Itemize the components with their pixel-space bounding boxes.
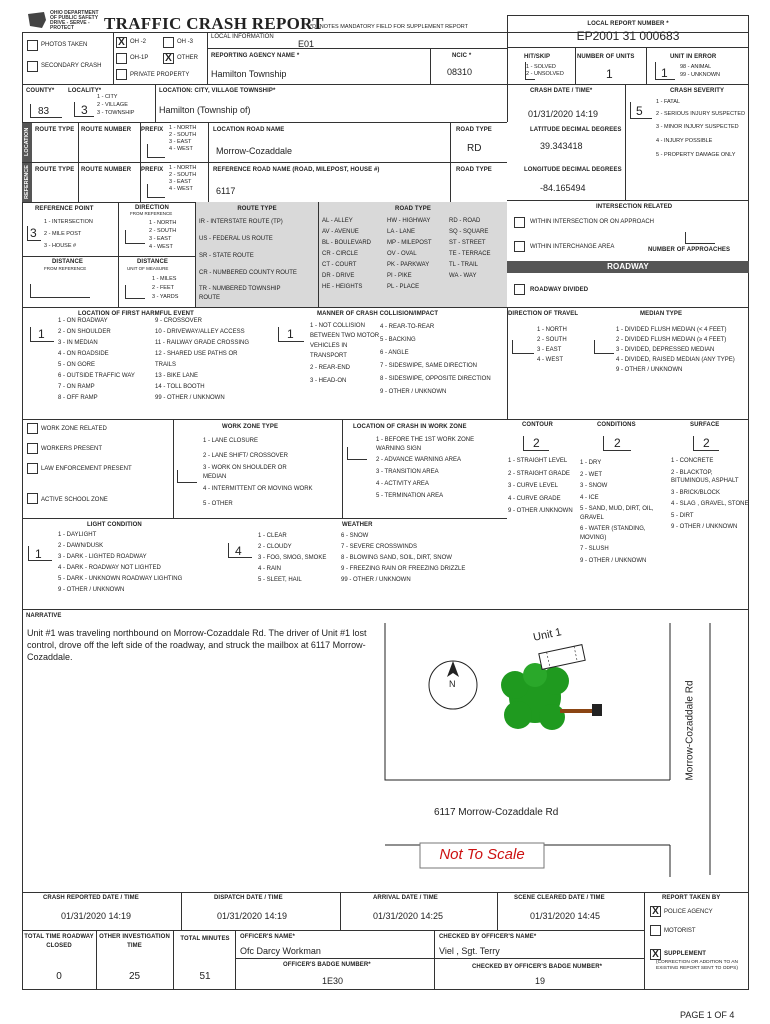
roadway-divided-checkbox[interactable]: [514, 284, 525, 295]
dir-travel-opt-2: 2 - SOUTH: [537, 337, 567, 343]
harmful-opt-13: 13 - BIKE LANE: [155, 373, 199, 379]
road-type-dr: DR - DRIVE: [322, 273, 355, 279]
contour-opt-4: 4 - CURVE GRADE: [508, 495, 561, 502]
road-type-mp: MP - MILEPOST: [387, 240, 432, 246]
surface-opt-4: 4 - SLAG , GRAVEL, STONE: [671, 501, 749, 507]
unit-in-error-label: UNIT IN ERROR: [670, 54, 717, 60]
harmful-opt-3: 3 - IN MEDIAN: [58, 340, 98, 346]
route-type-table: ROUTE TYPE IR - INTERSTATE ROUTE (TP) US - FEDERAL US ROUTE SR - STATE ROUTE CR - NUMBERED COUNTY ROUTE TR - NUMBERED TOWNSHIP ROUTE: [195, 202, 318, 307]
secondary-crash-label: SECONDARY CRASH: [41, 63, 102, 69]
surface-label: SURFACE: [690, 422, 720, 428]
other-time-value: 25: [128, 971, 141, 982]
location-label: LOCATION: CITY, VILLAGE TOWNSHIP*: [159, 88, 276, 94]
light-opt-2: 2 - DAWN/DUSK: [58, 543, 104, 549]
ref-road-type-label: ROAD TYPE: [456, 167, 492, 173]
route-number-label: ROUTE NUMBER: [81, 127, 132, 133]
surface-opt-1: 1 - CONCRETE: [671, 458, 714, 464]
light-opt-4: 4 - DARK - ROADWAY NOT LIGHTED: [58, 565, 161, 571]
harmful-opt-12: 12 - SHARED USE PATHS OR TRAILS: [155, 351, 238, 368]
median-opt-4: 4 - DIVIDED, RAISED MEDIAN (ANY TYPE): [616, 357, 735, 363]
unit-in-error-value: 1: [661, 66, 668, 80]
logo-line-2: OF PUBLIC SAFETY: [50, 15, 99, 21]
within-interchange-label: WITHIN INTERCHANGE AREA: [530, 244, 615, 250]
conditions-opt-6: 6 - WATER (STANDING, MOVING): [580, 526, 646, 541]
wz-loc-opt-2: 2 - ADVANCE WARNING AREA: [376, 457, 462, 463]
severity-opt-5: 5 - PROPERTY DAMAGE ONLY: [656, 152, 736, 158]
diagram-road-vertical: Morrow-Cozaddale Rd: [684, 680, 696, 781]
conditions-opt-2: 2 - WET: [580, 471, 602, 478]
locality-value: 3: [81, 103, 88, 117]
hit-skip-opt-1: 1 - SOLVED: [526, 64, 556, 70]
number-of-units-value: 1: [606, 67, 613, 81]
contour-opt-2: 2 - STRAIGHT GRADE: [508, 470, 570, 477]
locality-opt-1: 1 - CITY: [97, 94, 118, 100]
road-type-pi: PI - PIKE: [387, 273, 412, 279]
ref-point-value: 3: [30, 226, 37, 240]
law-enforcement-label: LAW ENFORCEMENT PRESENT: [41, 466, 132, 472]
harmful-opt-5: 5 - ON GORE: [58, 362, 96, 368]
school-zone-checkbox[interactable]: [27, 493, 38, 504]
prefix-opt-4: 4 - WEST: [169, 146, 193, 152]
oh1p-checkbox[interactable]: [116, 53, 127, 64]
road-name-value: Morrow-Cozaddale: [216, 146, 293, 156]
severity-opt-3: 3 - MINOR INJURY SUSPECTED: [656, 124, 739, 130]
manner-opt-7: 7 - SIDESWIPE, SAME DIRECTION: [380, 363, 478, 369]
locality-opt-3: 3 - TOWNSHIP: [97, 110, 135, 116]
badge-label: OFFICER'S BADGE NUMBER*: [283, 962, 371, 968]
road-type-table: ROAD TYPE AL - ALLEY AV - AVENUE BL - BOULEVARD CR - CIRCLE CT - COURT DR - DRIVE HE - HEIGHTS HW - HIGHWAY LA - LANE MP - MILEPOST OV - OVAL PK - PARKWAY PI - PIKE PL - PLACE RD - ROAD SQ - SQUARE ST - STREET TE - TERRACE TL - TRAIL WA - WAY: [318, 202, 507, 307]
dir-travel-opt-1: 1 - NORTH: [537, 327, 567, 333]
diagram-road-horizontal: 6117 Morrow-Cozaddale Rd: [434, 807, 559, 818]
motorist-label: MOTORIST: [664, 928, 696, 934]
location-value: Hamilton (Township of): [159, 105, 251, 115]
hit-skip-label: HIT/SKIP: [524, 54, 551, 60]
contour-opt-9: 9 - OTHER /UNKNOWN: [508, 508, 573, 514]
checked-by-value: Viel , Sgt. Terry: [439, 946, 500, 956]
total-time-label: TOTAL TIME ROADWAY CLOSED: [24, 934, 94, 949]
contour-opt-1: 1 - STRAIGHT LEVEL: [508, 458, 568, 464]
logo-line-3: DRIVE - SERVE - PROTECT: [50, 20, 90, 31]
harmful-opt-6: 6 - OUTSIDE TRAFFIC WAY: [58, 373, 135, 379]
private-property-label: PRIVATE PROPERTY: [130, 72, 190, 78]
number-of-approaches-label: NUMBER OF APPROACHES: [648, 247, 731, 253]
light-opt-1: 1 - DAYLIGHT: [58, 532, 97, 538]
private-property-checkbox[interactable]: [116, 69, 127, 80]
weather-opt-7: 7 - SEVERE CROSSWINDS: [341, 544, 418, 550]
severity-opt-2: 2 - SERIOUS INJURY SUSPECTED: [656, 111, 746, 117]
wz-location-label: LOCATION OF CRASH IN WORK ZONE: [353, 424, 467, 430]
unit-err-98: 98 - ANIMAL: [680, 64, 712, 70]
mandatory-note: *DENOTES MANDATORY FIELD FOR SUPPLEMENT REPORT: [310, 24, 469, 30]
ohio-seal-icon: [26, 10, 48, 30]
crash-date-value: 01/31/2020 14:19: [528, 109, 599, 119]
harmful-opt-2: 2 - ON SHOULDER: [58, 329, 111, 335]
manner-opt-3: 3 - HEAD-ON: [310, 378, 347, 384]
wz-loc-opt-4: 4 - ACTIVITY AREA: [376, 481, 429, 487]
road-type-cr: CR - CIRCLE: [322, 251, 359, 257]
conditions-label: CONDITIONS: [597, 422, 636, 428]
mailbox-icon: [592, 704, 602, 716]
route-type-label: ROUTE TYPE: [35, 127, 75, 133]
reference-sidebar: REFERENCE: [22, 162, 32, 202]
supplement-checkbox[interactable]: X: [650, 949, 661, 960]
conditions-opt-9: 9 - OTHER / UNKNOWN: [580, 557, 647, 564]
manner-opt-5: 5 - BACKING: [380, 337, 416, 343]
page-number: PAGE 1 OF 4: [680, 1010, 735, 1020]
cleared-label: SCENE CLEARED DATE / TIME: [514, 895, 605, 901]
road-type-pk: PK - PARKWAY: [387, 262, 430, 268]
ref-road-name-label: REFERENCE ROAD NAME (ROAD, MILEPOST, HOUSE #): [213, 167, 380, 173]
harmful-opt-10: 10 - DRIVEWAY/ALLEY ACCESS: [155, 329, 245, 335]
harmful-opt-11: 11 - RAILWAY GRADE CROSSING: [155, 340, 250, 346]
distance-opt-3: 3 - YARDS: [152, 294, 179, 300]
weather-opt-5: 5 - SLEET, HAIL: [258, 577, 302, 583]
ref-point-opt-3: 3 - HOUSE #: [44, 243, 77, 249]
not-to-scale-label: Not To Scale: [439, 846, 525, 863]
road-type-wa: WA - WAY: [449, 273, 477, 279]
manner-opt-4: 4 - REAR-TO-REAR: [380, 324, 435, 330]
arrival-value: 01/31/2020 14:25: [373, 911, 444, 921]
location-sidebar: LOCATION: [22, 122, 32, 162]
harmful-opt-1: 1 - ON ROADWAY: [58, 318, 108, 324]
surface-value: 2: [703, 436, 710, 450]
vehicle-icon: [539, 645, 585, 670]
secondary-crash-checkbox[interactable]: [27, 61, 38, 72]
light-opt-3: 3 - DARK - LIGHTED ROADWAY: [58, 554, 147, 560]
harmful-event-label: LOCATION OF FIRST HARMFUL EVENT: [78, 311, 194, 317]
harmful-opt-14: 14 - TOLL BOOTH: [155, 384, 205, 390]
direction-opt-3: 3 - EAST: [149, 236, 172, 242]
oh2-label: OH -2: [130, 39, 147, 45]
weather-opt-99: 99 - OTHER / UNKNOWN: [341, 577, 411, 583]
reporting-agency-label: REPORTING AGENCY NAME *: [211, 53, 300, 59]
road-type-rd: RD - ROAD: [449, 218, 481, 224]
prefix-label: PREFIX: [141, 127, 164, 133]
local-report-label: LOCAL REPORT NUMBER *: [587, 21, 669, 27]
other-label: OTHER: [177, 55, 198, 61]
within-intersection-label: WITHIN INTERSECTION OR ON APPROACH: [530, 219, 655, 225]
road-type-label: ROAD TYPE: [456, 127, 492, 133]
oh3-label: OH -3: [177, 39, 194, 45]
arrival-label: ARRIVAL DATE / TIME: [373, 895, 438, 901]
direction-opt-4: 4 - WEST: [149, 244, 173, 250]
surface-opt-3: 3 - BRICK/BLOCK: [671, 489, 721, 496]
light-condition-value: 1: [35, 547, 42, 561]
within-intersection-checkbox[interactable]: [514, 217, 525, 228]
diagram-north-label: N: [449, 679, 456, 689]
total-minutes-label: TOTAL MINUTES: [180, 936, 230, 942]
prefix-opt-3: 3 - EAST: [169, 139, 192, 145]
median-type-label: MEDIAN TYPE: [640, 311, 683, 317]
road-type-av: AV - AVENUE: [322, 229, 359, 235]
ref-prefix-opt-3: 3 - EAST: [169, 179, 192, 185]
manner-opt-6: 6 - ANGLE: [380, 350, 409, 356]
conditions-value: 2: [614, 436, 621, 450]
workers-present-label: WORKERS PRESENT: [41, 446, 103, 452]
officer-name-value: Ofc Darcy Workman: [240, 946, 321, 956]
agency-logo: [26, 10, 104, 32]
photos-taken-checkbox[interactable]: [27, 40, 38, 51]
page-title: TRAFFIC CRASH REPORT: [104, 14, 324, 33]
direction-opt-2: 2 - SOUTH: [149, 228, 177, 234]
motorist-checkbox[interactable]: [650, 925, 661, 936]
harmful-event-value: 1: [38, 327, 45, 341]
distance-sub: FROM REFERENCE: [44, 266, 87, 271]
dispatch-value: 01/31/2020 14:19: [217, 911, 288, 921]
ref-prefix-opt-4: 4 - WEST: [169, 186, 193, 192]
road-type-la: LA - LANE: [387, 229, 416, 235]
harmful-opt-4: 4 - ON ROADSIDE: [58, 351, 109, 357]
weather-opt-3: 3 - FOG, SMOG, SMOKE: [258, 555, 327, 561]
road-type-ov: OV - OVAL: [387, 251, 417, 257]
badge-value: 1E30: [322, 976, 344, 986]
conditions-opt-1: 1 - DRY: [580, 460, 602, 466]
work-zone-type-label: WORK ZONE TYPE: [222, 424, 279, 430]
manner-opt-8: 8 - SIDESWIPE, OPPOSITE DIRECTION: [380, 376, 491, 382]
county-value: 83: [38, 106, 50, 117]
total-minutes-value: 51: [199, 971, 211, 982]
weather-opt-9: 9 - FREEZING RAIN OR FREEZING DRIZZLE: [341, 566, 466, 572]
roadway-divided-label: ROADWAY DIVIDED: [530, 287, 589, 293]
local-information-value: E01: [298, 39, 315, 49]
cleared-value: 01/31/2020 14:45: [530, 911, 601, 921]
manner-opt-1: 1 - NOT COLLISION BETWEEN TWO MOTOR VEHICLES IN TRANSPORT: [310, 323, 380, 359]
oh2-checkbox[interactable]: X: [116, 37, 127, 48]
road-type-bl: BL - BOULEVARD: [322, 240, 372, 246]
severity-opt-4: 4 - INJURY POSSIBLE: [656, 138, 713, 144]
surface-opt-2: 2 - BLACKTOP, BITUMINOUS, ASPHALT: [671, 469, 739, 484]
road-type-he: HE - HEIGHTS: [322, 284, 363, 290]
harmful-opt-8: 8 - OFF RAMP: [58, 395, 98, 401]
crash-severity-value: 5: [636, 104, 643, 118]
ref-point-label: REFERENCE POINT: [35, 206, 94, 212]
police-agency-label: POLICE AGENCY: [664, 909, 713, 915]
photos-taken-label: PHOTOS TAKEN: [41, 42, 88, 48]
checked-badge-value: 19: [535, 976, 546, 986]
crash-severity-label: CRASH SEVERITY: [670, 88, 725, 94]
longitude-label: LONGITUDE DECIMAL DEGREES: [524, 167, 622, 173]
number-of-units-label: NUMBER OF UNITS: [577, 54, 635, 60]
weather-opt-2: 2 - CLOUDY: [258, 544, 292, 550]
work-zone-related-label: WORK ZONE RELATED: [41, 426, 107, 432]
local-information-label: LOCAL INFORMATION: [211, 34, 274, 40]
road-type-sq: SQ - SQUARE: [449, 229, 489, 235]
local-report-number: EP2001 31 000683: [576, 29, 680, 43]
checked-by-label: CHECKED BY OFFICER'S NAME*: [439, 934, 537, 940]
crash-diagram: [380, 615, 720, 885]
oh3-checkbox[interactable]: [163, 37, 174, 48]
distance-label: DISTANCE: [52, 259, 84, 265]
ref-route-type-label: ROUTE TYPE: [35, 167, 75, 173]
contour-value: 2: [533, 436, 540, 450]
road-type-tl: TL - TRAIL: [449, 262, 479, 268]
wz-type-opt-5: 5 - OTHER: [203, 501, 233, 507]
contour-opt-3: 3 - CURVE LEVEL: [508, 483, 558, 489]
direction-sub: FROM REFERENCE: [130, 211, 173, 216]
median-opt-3: 3 - DIVIDED, DEPRESSED MEDIAN: [616, 347, 715, 353]
light-opt-9: 9 - OTHER / UNKNOWN: [58, 587, 125, 593]
diagram-unit-label: Unit 1: [532, 626, 563, 644]
dir-travel-opt-3: 3 - EAST: [537, 347, 562, 353]
distance-opt-2: 2 - FEET: [152, 285, 175, 291]
distance2-sub: UNIT OF MEASURE: [127, 266, 169, 271]
locality-label: LOCALITY*: [68, 88, 102, 94]
dir-travel-opt-4: 4 - WEST: [537, 357, 564, 363]
logo-line-1: OHIO DEPARTMENT: [50, 10, 99, 16]
conditions-opt-4: 4 - ICE: [580, 494, 599, 501]
ref-point-opt-1: 1 - INTERSECTION: [44, 219, 93, 225]
weather-opt-4: 4 - RAIN: [258, 566, 282, 572]
wz-loc-opt-3: 3 - TRANSITION AREA: [376, 469, 439, 475]
prefix-opt-2: 2 - SOUTH: [169, 132, 197, 138]
ref-road-name-value: 6117: [216, 186, 236, 196]
road-type-value: RD: [467, 143, 482, 154]
police-agency-checkbox[interactable]: X: [650, 906, 661, 917]
median-opt-2: 2 - DIVIDED FLUSH MEDIAN (≥ 4 FEET): [616, 337, 727, 343]
ncic-value: 08310: [447, 67, 473, 77]
mailbox-post: [560, 709, 592, 713]
reporting-agency-value: Hamilton Township: [211, 69, 287, 79]
route-type-tr: TR - NUMBERED TOWNSHIP ROUTE: [199, 286, 281, 301]
ref-prefix-label: PREFIX: [141, 167, 164, 173]
manner-value: 1: [287, 327, 294, 341]
ncic-label: NCIC *: [452, 53, 472, 59]
weather-value: 4: [235, 544, 242, 558]
prefix-opt-1: 1 - NORTH: [169, 125, 197, 131]
road-type-st: ST - STREET: [449, 240, 486, 246]
law-enforcement-checkbox[interactable]: [27, 463, 38, 474]
reported-label: CRASH REPORTED DATE / TIME: [43, 895, 139, 901]
manner-opt-9: 9 - OTHER / UNKNOWN: [380, 389, 447, 395]
direction-opt-1: 1 - NORTH: [149, 220, 177, 226]
road-type-al: AL - ALLEY: [322, 218, 353, 224]
weather-label: WEATHER: [342, 522, 373, 528]
route-type-us: US - FEDERAL US ROUTE: [199, 236, 273, 242]
ref-prefix-opt-2: 2 - SOUTH: [169, 172, 197, 178]
road-type-hw: HW - HIGHWAY: [387, 218, 431, 224]
harmful-opt-7: 7 - ON RAMP: [58, 384, 95, 390]
weather-opt-1: 1 - CLEAR: [258, 533, 287, 539]
local-report-box: [507, 15, 749, 47]
narrative-label: NARRATIVE: [26, 613, 62, 619]
conditions-opt-3: 3 - SNOW: [580, 483, 608, 489]
checked-badge-label: CHECKED BY OFFICER'S BADGE NUMBER*: [472, 964, 603, 970]
light-opt-5: 5 - DARK - UNKNOWN ROADWAY LIGHTING: [58, 576, 183, 582]
contour-label: CONTOUR: [522, 422, 553, 428]
harmful-opt-99: 99 - OTHER / UNKNOWN: [155, 395, 225, 401]
workers-present-checkbox[interactable]: [27, 443, 38, 454]
light-condition-label: LIGHT CONDITION: [87, 522, 142, 528]
supplement-label: SUPPLEMENT: [664, 951, 707, 957]
wz-type-opt-3: 3 - WORK ON SHOULDER OR MEDIAN: [203, 465, 287, 480]
county-label: COUNTY*: [26, 88, 55, 94]
direction-label: DIRECTION: [135, 205, 169, 211]
narrative-text: Unit #1 was traveling northbound on Morrow-Cozaddale Rd. The driver of Unit #1 lost control, drove off the left side of the roadway, and struck the mailbox at 6117 Morrow-Cozaddale.: [27, 628, 367, 662]
route-type-cr: CR - NUMBERED COUNTY ROUTE: [199, 270, 297, 276]
oh1p-label: OH-1P: [130, 55, 149, 61]
other-time-label: OTHER INVESTIGATION TIME: [99, 934, 170, 949]
dispatch-label: DISPATCH DATE / TIME: [214, 895, 283, 901]
officer-name-label: OFFICER'S NAME*: [240, 934, 295, 940]
total-time-value: 0: [56, 971, 62, 982]
locality-opt-2: 2 - VILLAGE: [97, 102, 128, 108]
distance-opt-1: 1 - MILES: [152, 276, 177, 282]
route-type-ir: IR - INTERSTATE ROUTE (TP): [199, 219, 283, 225]
hit-skip-opt-2: 2 - UNSOLVED: [526, 71, 564, 77]
report-taken-label: REPORT TAKEN BY: [662, 895, 721, 901]
work-zone-related-checkbox[interactable]: [27, 423, 38, 434]
conditions-opt-7: 7 - SLUSH: [580, 546, 609, 552]
ref-route-number-label: ROUTE NUMBER: [81, 167, 132, 173]
other-checkbox[interactable]: X: [163, 53, 174, 64]
wz-type-opt-4: 4 - INTERMITTENT OR MOVING WORK: [203, 486, 313, 492]
ref-prefix-opt-1: 1 - NORTH: [169, 165, 197, 171]
intersection-related-label: INTERSECTION RELATED: [596, 204, 673, 210]
within-interchange-checkbox[interactable]: [514, 241, 525, 252]
latitude-value: 39.343418: [540, 141, 583, 151]
ref-point-opt-2: 2 - MILE POST: [44, 231, 82, 237]
surface-opt-9: 9 - OTHER / UNKNOWN: [671, 524, 738, 530]
weather-opt-8: 8 - BLOWING SAND, SOIL, DIRT, SNOW: [341, 555, 452, 561]
road-type-ct: CT - COURT: [322, 262, 357, 268]
wz-loc-opt-1: 1 - BEFORE THE 1ST WORK ZONE WARNING SIGN: [376, 437, 475, 452]
severity-opt-1: 1 - FATAL: [656, 99, 680, 105]
unit-err-99: 99 - UNKNOWN: [680, 72, 721, 78]
dir-travel-label: DIRECTION OF TRAVEL: [508, 311, 579, 317]
median-opt-9: 9 - OTHER / UNKNOWN: [616, 367, 683, 373]
road-type-pl: PL - PLACE: [387, 284, 420, 290]
tree-icon: [501, 663, 569, 730]
supplement-note: (CORRECTION OR ADDITION TO AN EXISTING REPORT SENT TO ODPS): [656, 960, 738, 971]
reported-value: 01/31/2020 14:19: [61, 911, 132, 921]
school-zone-label: ACTIVE SCHOOL ZONE: [41, 497, 108, 503]
latitude-label: LATITUDE DECIMAL DEGREES: [530, 127, 622, 133]
wz-type-opt-1: 1 - LANE CLOSURE: [203, 438, 259, 444]
wz-type-opt-2: 2 - LANE SHIFT/ CROSSOVER: [203, 453, 289, 459]
route-type-sr: SR - STATE ROUTE: [199, 253, 254, 259]
manner-label: MANNER OF CRASH COLLISION/IMPACT: [317, 311, 439, 317]
roadway-header: ROADWAY: [507, 261, 749, 273]
manner-opt-2: 2 - REAR-END: [310, 365, 351, 371]
distance2-label: DISTANCE: [137, 259, 169, 265]
wz-loc-opt-5: 5 - TERMINATION AREA: [376, 493, 444, 499]
longitude-value: -84.165494: [540, 183, 586, 193]
surface-opt-5: 5 - DIRT: [671, 512, 694, 519]
median-opt-1: 1 - DIVIDED FLUSH MEDIAN (< 4 FEET): [616, 327, 727, 333]
harmful-opt-9: 9 - CROSSOVER: [155, 318, 203, 324]
conditions-opt-5: 5 - SAND, MUD, DIRT, OIL, GRAVEL: [580, 506, 654, 521]
weather-opt-6: 6 - SNOW: [341, 533, 369, 539]
road-type-te: TE - TERRACE: [449, 251, 491, 257]
road-name-label: LOCATION ROAD NAME: [213, 127, 285, 133]
crash-date-label: CRASH DATE / TIME*: [530, 88, 593, 94]
